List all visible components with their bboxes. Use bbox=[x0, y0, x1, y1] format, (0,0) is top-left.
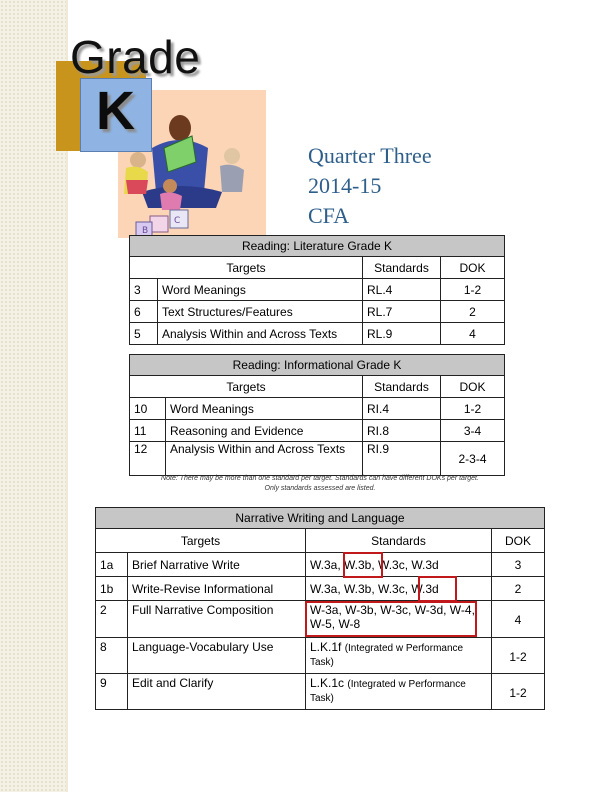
target-name: Word Meanings bbox=[166, 398, 363, 420]
dok: 4 bbox=[441, 323, 505, 345]
literature-table bbox=[129, 235, 505, 345]
dok: 3-4 bbox=[441, 420, 505, 442]
standard: L.K.1f bbox=[310, 640, 342, 654]
quarter-line-3: CFA bbox=[308, 203, 350, 228]
standard: RI.9 bbox=[363, 442, 441, 476]
target-number: 1b bbox=[96, 577, 128, 601]
target-name: Write-Revise Informational bbox=[128, 577, 306, 601]
standard: RI.8 bbox=[363, 420, 441, 442]
informational-col-targets: Targets bbox=[130, 376, 363, 398]
note-line-2: Only standards assessed are listed. bbox=[264, 485, 376, 492]
dok: 2 bbox=[492, 577, 545, 601]
standard: RL.4 bbox=[363, 279, 441, 301]
target-number: 9 bbox=[96, 674, 128, 710]
table-row bbox=[130, 442, 505, 476]
dok: 1-2 bbox=[441, 279, 505, 301]
grade-letter: K bbox=[96, 81, 135, 141]
table-row bbox=[130, 301, 505, 323]
target-number: 6 bbox=[130, 301, 158, 323]
dok: 3 bbox=[492, 553, 545, 577]
standard-note: (Integrated w Performance Task) bbox=[310, 643, 464, 668]
target-name: Analysis Within and Across Texts bbox=[158, 323, 363, 345]
table-row bbox=[130, 398, 505, 420]
dok: 4 bbox=[492, 601, 545, 638]
teacher-reading-clipart bbox=[112, 100, 272, 250]
dok: 2 bbox=[441, 301, 505, 323]
target-number: 2 bbox=[96, 601, 128, 638]
note-line-1: Note: There may be more than one standard per target. Standards can have different DOKs per target. bbox=[161, 475, 479, 482]
quarter-title bbox=[308, 141, 432, 231]
target-name: Brief Narrative Write bbox=[128, 553, 306, 577]
target-number: 12 bbox=[130, 442, 166, 476]
table-row bbox=[130, 420, 505, 442]
highlight-full-composition bbox=[305, 601, 477, 637]
dok: 1-2 bbox=[441, 398, 505, 420]
dok: 1-2 bbox=[492, 638, 545, 674]
standard-cell bbox=[306, 674, 492, 710]
highlight-w3d bbox=[418, 576, 457, 602]
svg-text:C: C bbox=[174, 216, 181, 226]
table-row bbox=[96, 577, 545, 601]
writing-col-dok: DOK bbox=[492, 529, 545, 553]
table-row bbox=[96, 638, 545, 674]
grade-title: Grade bbox=[70, 31, 201, 83]
highlight-w3b bbox=[343, 552, 383, 578]
standard: L.K.1c bbox=[310, 676, 345, 690]
writing-col-targets: Targets bbox=[96, 529, 306, 553]
informational-title: Reading: Informational Grade K bbox=[130, 355, 505, 376]
informational-table bbox=[129, 354, 505, 476]
standard: RI.4 bbox=[363, 398, 441, 420]
target-number: 3 bbox=[130, 279, 158, 301]
target-number: 8 bbox=[96, 638, 128, 674]
target-number: 1a bbox=[96, 553, 128, 577]
table-row bbox=[130, 279, 505, 301]
target-name: Full Narrative Composition bbox=[128, 601, 306, 638]
table-row bbox=[96, 674, 545, 710]
writing-title: Narrative Writing and Language bbox=[96, 508, 545, 529]
writing-col-standards: Standards bbox=[306, 529, 492, 553]
quarter-line-2: 2014-15 bbox=[308, 173, 382, 198]
target-name: Text Structures/Features bbox=[158, 301, 363, 323]
standard: RL.7 bbox=[363, 301, 441, 323]
literature-col-standards: Standards bbox=[363, 257, 441, 279]
table-row bbox=[96, 553, 545, 577]
quarter-line-1: Quarter Three bbox=[308, 143, 432, 168]
literature-col-targets: Targets bbox=[130, 257, 363, 279]
target-name: Analysis Within and Across Texts bbox=[166, 442, 363, 476]
standard: RL.9 bbox=[363, 323, 441, 345]
standard: W-3a, W-3b, W-3c, W-3d, W-4, W-5, W-8 bbox=[306, 601, 492, 638]
dok: 1-2 bbox=[492, 674, 545, 710]
target-name: Language-Vocabulary Use bbox=[128, 638, 306, 674]
target-name: Edit and Clarify bbox=[128, 674, 306, 710]
standard: W.3a, W.3b, W.3c, W.3d bbox=[306, 577, 492, 601]
target-name: Reasoning and Evidence bbox=[166, 420, 363, 442]
dok: 2-3-4 bbox=[441, 442, 505, 476]
standards-note bbox=[110, 474, 530, 494]
svg-text:B: B bbox=[142, 226, 149, 236]
standard: W.3a, W.3b, W.3c, W.3d bbox=[306, 553, 492, 577]
standard-cell bbox=[306, 638, 492, 674]
informational-col-standards: Standards bbox=[363, 376, 441, 398]
informational-col-dok: DOK bbox=[441, 376, 505, 398]
table-row bbox=[130, 323, 505, 345]
standard-note: (Integrated w Performance Task) bbox=[310, 679, 466, 704]
literature-col-dok: DOK bbox=[441, 257, 505, 279]
literature-title: Reading: Literature Grade K bbox=[130, 236, 505, 257]
target-number: 11 bbox=[130, 420, 166, 442]
target-name: Word Meanings bbox=[158, 279, 363, 301]
target-number: 10 bbox=[130, 398, 166, 420]
target-number: 5 bbox=[130, 323, 158, 345]
